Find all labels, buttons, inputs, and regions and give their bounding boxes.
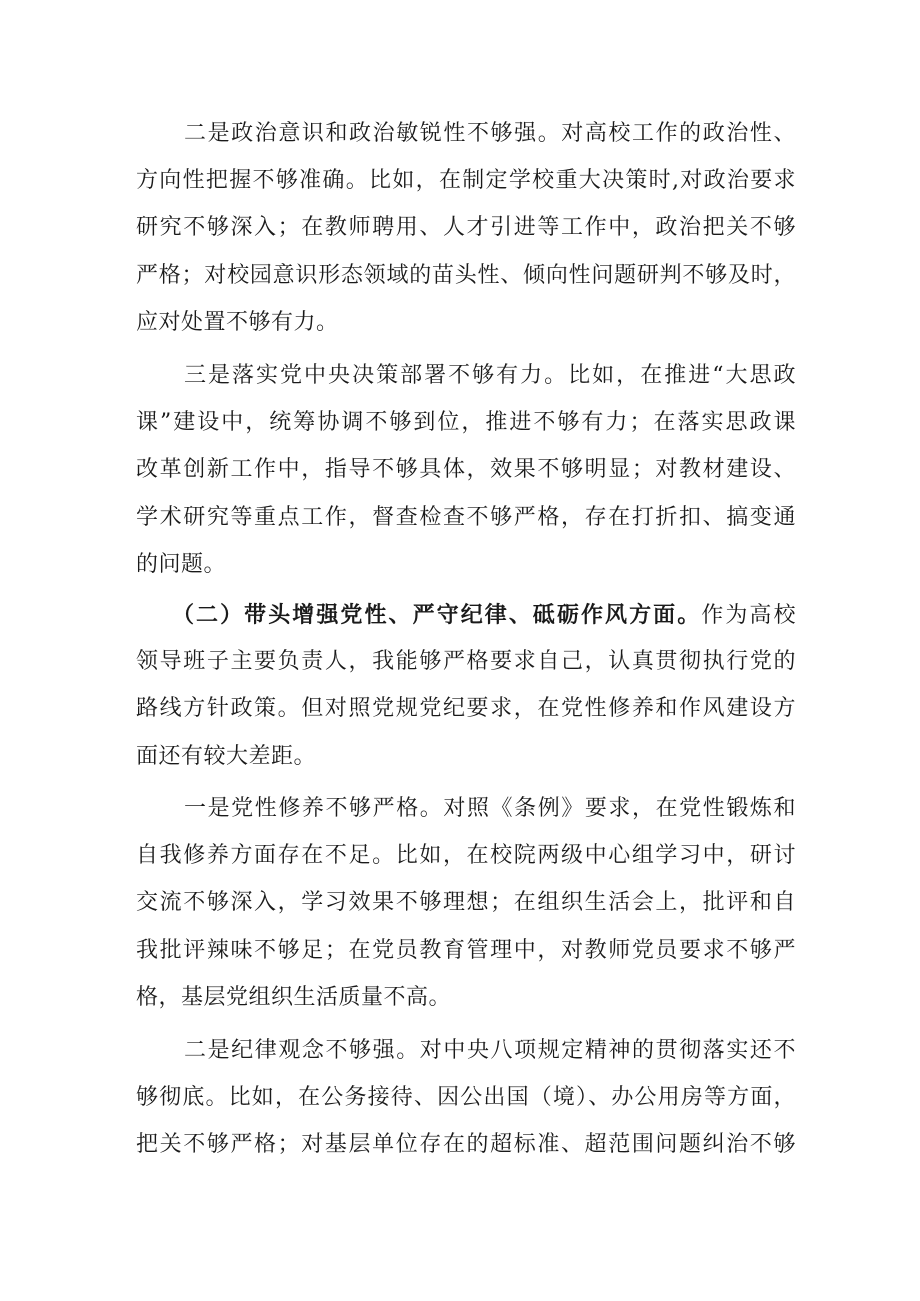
paragraph-4-line-2: 自我修养方面存在不足。比如，在校院两级中心组学习中，研讨 <box>136 843 796 868</box>
paragraph-1-line-3: 研究不够深入；在教师聘用、人才引进等工作中，政治把关不够 <box>136 215 796 240</box>
paragraph-2-line-2: 课”建设中，统筹协调不够到位，推进不够有力；在落实思政课 <box>136 410 796 435</box>
paragraph-1-line-1: 二是政治意识和政治敏锐性不够强。对高校工作的政治性、 <box>184 121 796 146</box>
section-heading-continuation: 作为高校 <box>701 603 796 628</box>
paragraph-3-line-3: 路线方针政策。但对照党规党纪要求，在党性修养和作风建设方 <box>136 696 796 721</box>
paragraph-1-line-5: 应对处置不够有力。 <box>136 310 339 335</box>
paragraph-3-line-2: 领导班子主要负责人，我能够严格要求自己，认真贯彻执行党的 <box>136 649 796 674</box>
paragraph-4-line-1: 一是党性修养不够严格。对照《条例》要求，在党性锻炼和 <box>184 796 796 821</box>
paragraph-5-line-1: 二是纪律观念不够强。对中央八项规定精神的贯彻落实还不 <box>184 1038 796 1063</box>
paragraph-5-line-3: 把关不够严格；对基层单位存在的超标准、超范围问题纠治不够 <box>136 1132 796 1157</box>
section-heading-title: （二）带头增强党性、严守纪律、砥砺作风方面。 <box>172 602 702 628</box>
paragraph-3-line-4: 面还有较大差距。 <box>136 744 317 769</box>
paragraph-2-line-1: 三是落实党中央决策部署不够有力。比如，在推进“大思政 <box>184 363 796 388</box>
paragraph-4-line-4: 我批评辣味不够足；在党员教育管理中，对教师党员要求不够严 <box>136 938 796 963</box>
paragraph-5-line-2: 够彻底。比如，在公务接待、因公出国（境）、办公用房等方面， <box>136 1085 796 1110</box>
paragraph-1-line-2: 方向性把握不够准确。比如，在制定学校重大决策时,对政治要求 <box>136 168 796 193</box>
paragraph-1-line-4: 严格；对校园意识形态领域的苗头性、倾向性问题研判不够及时， <box>136 263 796 288</box>
paragraph-4-line-5: 格，基层党组织生活质量不高。 <box>136 985 452 1010</box>
paragraph-4-line-3: 交流不够深入，学习效果不够理想；在组织生活会上，批评和自 <box>136 890 796 915</box>
paragraph-2-line-4: 学术研究等重点工作，督查检查不够严格，存在打折扣、搞变通 <box>136 505 796 530</box>
section-heading-line <box>172 600 796 630</box>
paragraph-2-line-5: 的问题。 <box>136 552 227 577</box>
paragraph-2-line-3: 改革创新工作中，指导不够具体，效果不够明显；对教材建设、 <box>136 457 796 482</box>
